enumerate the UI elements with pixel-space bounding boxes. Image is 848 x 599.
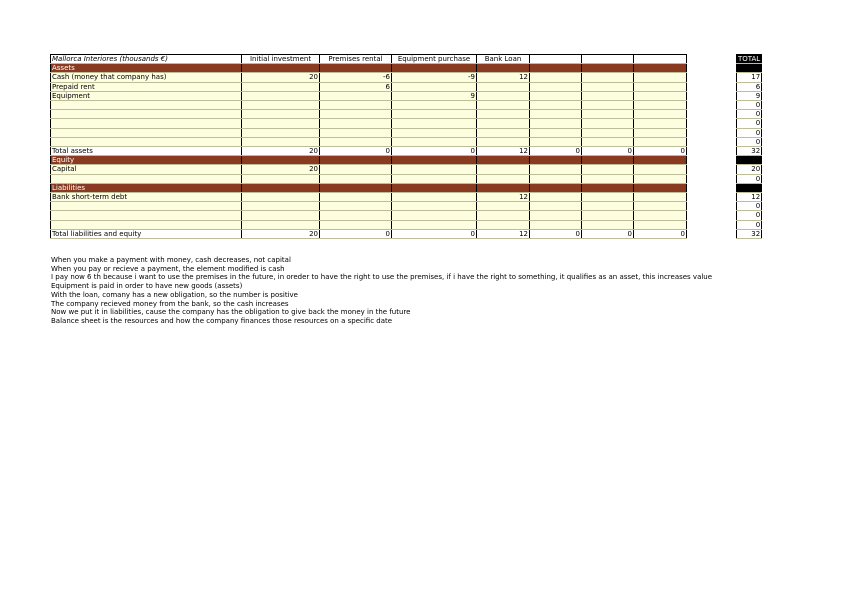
section-total-cell[interactable] bbox=[737, 183, 762, 192]
section-label[interactable]: Liabilities bbox=[51, 183, 242, 192]
value-cell[interactable] bbox=[477, 174, 530, 183]
value-cell[interactable]: 0 bbox=[530, 229, 582, 238]
total-cell[interactable]: 0 bbox=[737, 220, 762, 229]
section-total-cell[interactable] bbox=[737, 156, 762, 165]
total-cell[interactable]: 9 bbox=[737, 91, 762, 100]
value-cell[interactable] bbox=[477, 202, 530, 211]
value-cell[interactable] bbox=[320, 137, 392, 146]
row-label[interactable]: Equipment bbox=[51, 91, 242, 100]
value-cell[interactable] bbox=[530, 137, 582, 146]
value-cell[interactable] bbox=[582, 137, 634, 146]
section-cell[interactable] bbox=[634, 64, 687, 73]
section-cell[interactable] bbox=[242, 156, 320, 165]
value-cell[interactable] bbox=[582, 202, 634, 211]
section-cell[interactable] bbox=[320, 156, 392, 165]
liability-row bbox=[51, 211, 762, 220]
section-cell[interactable] bbox=[477, 64, 530, 73]
value-cell[interactable] bbox=[392, 220, 477, 229]
value-cell[interactable] bbox=[392, 137, 477, 146]
note-line: I pay now 6 th because i want to use the premises in the future, in oreder to have the right to use the premises, if i have the right to something, it qualifies as an asset, this increases value bbox=[51, 273, 713, 282]
value-cell[interactable]: 20 bbox=[242, 229, 320, 238]
value-cell[interactable] bbox=[634, 73, 687, 82]
value-cell[interactable]: 20 bbox=[242, 165, 320, 174]
value-cell[interactable] bbox=[477, 101, 530, 110]
section-cell[interactable] bbox=[392, 183, 477, 192]
total-cell[interactable]: 0 bbox=[737, 211, 762, 220]
value-cell[interactable] bbox=[530, 101, 582, 110]
row-label[interactable]: Total liabilities and equity bbox=[51, 229, 242, 238]
spacer-cell bbox=[687, 211, 737, 220]
value-cell[interactable]: -9 bbox=[392, 73, 477, 82]
column-header[interactable] bbox=[582, 55, 634, 64]
spacer-cell bbox=[687, 91, 737, 100]
value-cell[interactable] bbox=[392, 119, 477, 128]
value-cell[interactable] bbox=[320, 91, 392, 100]
asset-row bbox=[51, 128, 762, 137]
asset-row bbox=[51, 110, 762, 119]
equity-row bbox=[51, 165, 762, 174]
value-cell[interactable] bbox=[242, 193, 320, 202]
column-header[interactable]: Premises rental bbox=[320, 55, 392, 64]
value-cell[interactable] bbox=[320, 110, 392, 119]
value-cell[interactable]: -6 bbox=[320, 73, 392, 82]
value-cell[interactable]: 0 bbox=[392, 147, 477, 156]
section-total-cell[interactable] bbox=[737, 64, 762, 73]
value-cell[interactable] bbox=[582, 82, 634, 91]
row-label[interactable] bbox=[51, 119, 242, 128]
value-cell[interactable] bbox=[530, 128, 582, 137]
value-cell[interactable]: 0 bbox=[582, 147, 634, 156]
asset-row bbox=[51, 101, 762, 110]
value-cell[interactable] bbox=[582, 220, 634, 229]
section-label[interactable]: Assets bbox=[51, 64, 242, 73]
spacer-cell bbox=[687, 220, 737, 229]
value-cell[interactable] bbox=[634, 174, 687, 183]
asset-row bbox=[51, 137, 762, 146]
value-cell[interactable] bbox=[530, 220, 582, 229]
column-header[interactable]: Equipment purchase bbox=[392, 55, 477, 64]
total-cell[interactable]: 32 bbox=[737, 147, 762, 156]
total-cell[interactable]: 17 bbox=[737, 73, 762, 82]
value-cell[interactable] bbox=[320, 119, 392, 128]
total-cell[interactable]: 0 bbox=[737, 128, 762, 137]
value-cell[interactable] bbox=[477, 137, 530, 146]
value-cell[interactable] bbox=[242, 128, 320, 137]
row-label[interactable]: Total assets bbox=[51, 147, 242, 156]
value-cell[interactable] bbox=[477, 110, 530, 119]
value-cell[interactable] bbox=[582, 193, 634, 202]
section-cell[interactable] bbox=[530, 64, 582, 73]
liability-row bbox=[51, 193, 762, 202]
note-line: Balance sheet is the resources and how the company finances those resources on a specific date bbox=[51, 316, 393, 325]
note-line: Now we put it in liabilities, cause the company has the obligation to give back the money in the future bbox=[51, 308, 411, 317]
value-cell[interactable] bbox=[242, 211, 320, 220]
value-cell[interactable] bbox=[477, 119, 530, 128]
value-cell[interactable] bbox=[530, 174, 582, 183]
value-cell[interactable] bbox=[242, 101, 320, 110]
spacer-cell bbox=[687, 110, 737, 119]
value-cell[interactable] bbox=[392, 211, 477, 220]
value-cell[interactable]: 0 bbox=[392, 229, 477, 238]
balance-sheet-table bbox=[50, 54, 762, 239]
value-cell[interactable] bbox=[530, 73, 582, 82]
value-cell[interactable] bbox=[582, 110, 634, 119]
spacer-cell bbox=[687, 202, 737, 211]
value-cell[interactable]: 9 bbox=[392, 91, 477, 100]
value-cell[interactable] bbox=[392, 165, 477, 174]
value-cell[interactable]: 0 bbox=[530, 147, 582, 156]
value-cell[interactable]: 0 bbox=[320, 229, 392, 238]
value-cell[interactable] bbox=[477, 91, 530, 100]
value-cell[interactable] bbox=[320, 193, 392, 202]
value-cell[interactable] bbox=[320, 165, 392, 174]
value-cell[interactable]: 0 bbox=[634, 229, 687, 238]
total-cell[interactable]: 0 bbox=[737, 119, 762, 128]
asset-row bbox=[51, 91, 762, 100]
note-line: With the loan, comany has a new obligation, so the number is positive bbox=[51, 290, 298, 299]
asset-row bbox=[51, 73, 762, 82]
total-cell[interactable]: 0 bbox=[737, 101, 762, 110]
value-cell[interactable] bbox=[582, 165, 634, 174]
row-label[interactable] bbox=[51, 101, 242, 110]
value-cell[interactable] bbox=[392, 82, 477, 91]
value-cell[interactable] bbox=[634, 91, 687, 100]
row-label[interactable] bbox=[51, 110, 242, 119]
section-cell[interactable] bbox=[477, 183, 530, 192]
spacer-cell bbox=[687, 101, 737, 110]
value-cell[interactable] bbox=[634, 202, 687, 211]
spacer-cell bbox=[687, 64, 737, 73]
value-cell[interactable]: 12 bbox=[477, 73, 530, 82]
value-cell[interactable] bbox=[530, 193, 582, 202]
value-cell[interactable] bbox=[242, 110, 320, 119]
value-cell[interactable] bbox=[242, 220, 320, 229]
value-cell[interactable] bbox=[582, 174, 634, 183]
row-label[interactable] bbox=[51, 137, 242, 146]
value-cell[interactable] bbox=[320, 211, 392, 220]
row-label[interactable]: Bank short-term debt bbox=[51, 193, 242, 202]
total-cell[interactable]: 12 bbox=[737, 193, 762, 202]
value-cell[interactable]: 20 bbox=[242, 147, 320, 156]
column-header[interactable]: Bank Loan bbox=[477, 55, 530, 64]
total-liabilities-row bbox=[51, 229, 762, 238]
spacer-cell bbox=[687, 82, 737, 91]
value-cell[interactable] bbox=[477, 165, 530, 174]
section-label[interactable]: Equity bbox=[51, 156, 242, 165]
column-header[interactable]: Initial investment bbox=[242, 55, 320, 64]
spacer-cell bbox=[687, 147, 737, 156]
value-cell[interactable] bbox=[634, 165, 687, 174]
value-cell[interactable] bbox=[242, 91, 320, 100]
total-cell[interactable]: 32 bbox=[737, 229, 762, 238]
note-line: The company recieved money from the bank, so the cash increases bbox=[51, 299, 289, 308]
value-cell[interactable] bbox=[392, 202, 477, 211]
value-cell[interactable] bbox=[530, 119, 582, 128]
value-cell[interactable] bbox=[392, 110, 477, 119]
value-cell[interactable] bbox=[530, 165, 582, 174]
note-line: When you make a payment with money, cash decreases, not capital bbox=[51, 256, 291, 264]
row-label[interactable]: Cash (money that company has) bbox=[51, 73, 242, 82]
value-cell[interactable] bbox=[582, 211, 634, 220]
total-cell[interactable]: 0 bbox=[737, 137, 762, 146]
column-header[interactable] bbox=[530, 55, 582, 64]
value-cell[interactable] bbox=[530, 110, 582, 119]
value-cell[interactable] bbox=[242, 137, 320, 146]
value-cell[interactable] bbox=[320, 202, 392, 211]
total-assets-row bbox=[51, 147, 762, 156]
section-cell[interactable] bbox=[242, 64, 320, 73]
column-header[interactable] bbox=[634, 55, 687, 64]
value-cell[interactable] bbox=[242, 202, 320, 211]
value-cell[interactable] bbox=[392, 101, 477, 110]
section-cell[interactable] bbox=[530, 156, 582, 165]
spacer-cell bbox=[687, 55, 737, 64]
value-cell[interactable] bbox=[582, 128, 634, 137]
value-cell[interactable] bbox=[320, 220, 392, 229]
note-line: When you pay or recieve a payment, the element modified is cash bbox=[51, 264, 285, 273]
value-cell[interactable]: 12 bbox=[477, 229, 530, 238]
total-cell[interactable]: 0 bbox=[737, 202, 762, 211]
section-cell[interactable] bbox=[582, 183, 634, 192]
section-liabilities bbox=[51, 183, 762, 192]
value-cell[interactable] bbox=[320, 128, 392, 137]
value-cell[interactable] bbox=[634, 193, 687, 202]
value-cell[interactable] bbox=[634, 137, 687, 146]
section-cell[interactable] bbox=[320, 64, 392, 73]
section-cell[interactable] bbox=[392, 156, 477, 165]
value-cell[interactable]: 0 bbox=[634, 147, 687, 156]
value-cell[interactable] bbox=[634, 110, 687, 119]
value-cell[interactable] bbox=[477, 220, 530, 229]
value-cell[interactable] bbox=[477, 82, 530, 91]
liability-row bbox=[51, 202, 762, 211]
total-cell[interactable]: 0 bbox=[737, 110, 762, 119]
spacer-cell bbox=[687, 156, 737, 165]
spacer-cell bbox=[687, 137, 737, 146]
asset-row bbox=[51, 82, 762, 91]
value-cell[interactable] bbox=[392, 174, 477, 183]
value-cell[interactable]: 12 bbox=[477, 193, 530, 202]
value-cell[interactable] bbox=[477, 211, 530, 220]
value-cell[interactable] bbox=[582, 73, 634, 82]
sheet-title[interactable]: Mallorca Interiores (thousands €) bbox=[51, 55, 242, 64]
total-column-header[interactable]: TOTAL bbox=[738, 55, 761, 63]
value-cell[interactable] bbox=[582, 101, 634, 110]
total-cell[interactable]: 20 bbox=[737, 165, 762, 174]
value-cell[interactable] bbox=[634, 119, 687, 128]
spacer-cell bbox=[687, 193, 737, 202]
total-cell[interactable]: 0 bbox=[737, 174, 762, 183]
notes-block bbox=[51, 256, 712, 326]
header-row bbox=[51, 55, 762, 64]
value-cell[interactable] bbox=[477, 128, 530, 137]
value-cell[interactable] bbox=[320, 174, 392, 183]
row-label[interactable]: Prepaid rent bbox=[51, 82, 242, 91]
row-label[interactable] bbox=[51, 211, 242, 220]
row-label[interactable]: Capital bbox=[51, 165, 242, 174]
value-cell[interactable] bbox=[582, 119, 634, 128]
value-cell[interactable]: 0 bbox=[320, 147, 392, 156]
spacer-cell bbox=[687, 128, 737, 137]
value-cell[interactable]: 6 bbox=[320, 82, 392, 91]
spacer-cell bbox=[687, 174, 737, 183]
total-cell[interactable]: 6 bbox=[737, 82, 762, 91]
section-cell[interactable] bbox=[320, 183, 392, 192]
value-cell[interactable] bbox=[242, 82, 320, 91]
spacer-cell bbox=[687, 73, 737, 82]
value-cell[interactable] bbox=[634, 101, 687, 110]
section-cell[interactable] bbox=[582, 156, 634, 165]
value-cell[interactable] bbox=[392, 128, 477, 137]
section-cell[interactable] bbox=[530, 183, 582, 192]
note-line: Equipment is paid in order to have new goods (assets) bbox=[51, 282, 243, 291]
equity-row bbox=[51, 174, 762, 183]
section-cell[interactable] bbox=[582, 64, 634, 73]
asset-row bbox=[51, 119, 762, 128]
value-cell[interactable] bbox=[392, 193, 477, 202]
value-cell[interactable] bbox=[242, 174, 320, 183]
row-label[interactable] bbox=[51, 128, 242, 137]
value-cell[interactable]: 20 bbox=[242, 73, 320, 82]
value-cell[interactable] bbox=[530, 202, 582, 211]
value-cell[interactable] bbox=[530, 91, 582, 100]
value-cell[interactable] bbox=[242, 119, 320, 128]
value-cell[interactable] bbox=[320, 101, 392, 110]
value-cell[interactable] bbox=[634, 220, 687, 229]
value-cell[interactable]: 12 bbox=[477, 147, 530, 156]
row-label[interactable] bbox=[51, 174, 242, 183]
liability-row bbox=[51, 220, 762, 229]
value-cell[interactable] bbox=[634, 128, 687, 137]
value-cell[interactable] bbox=[634, 82, 687, 91]
row-label[interactable] bbox=[51, 220, 242, 229]
value-cell[interactable] bbox=[530, 211, 582, 220]
value-cell[interactable] bbox=[530, 82, 582, 91]
spacer-cell bbox=[687, 119, 737, 128]
spacer-cell bbox=[687, 165, 737, 174]
row-label[interactable] bbox=[51, 202, 242, 211]
value-cell[interactable] bbox=[582, 91, 634, 100]
section-assets bbox=[51, 64, 762, 73]
section-equity bbox=[51, 156, 762, 165]
spacer-cell bbox=[687, 229, 737, 238]
section-cell[interactable] bbox=[634, 156, 687, 165]
section-cell[interactable] bbox=[392, 64, 477, 73]
section-cell[interactable] bbox=[634, 183, 687, 192]
section-cell[interactable] bbox=[477, 156, 530, 165]
section-cell[interactable] bbox=[242, 183, 320, 192]
spacer-cell bbox=[687, 183, 737, 192]
value-cell[interactable] bbox=[634, 211, 687, 220]
value-cell[interactable]: 0 bbox=[582, 229, 634, 238]
